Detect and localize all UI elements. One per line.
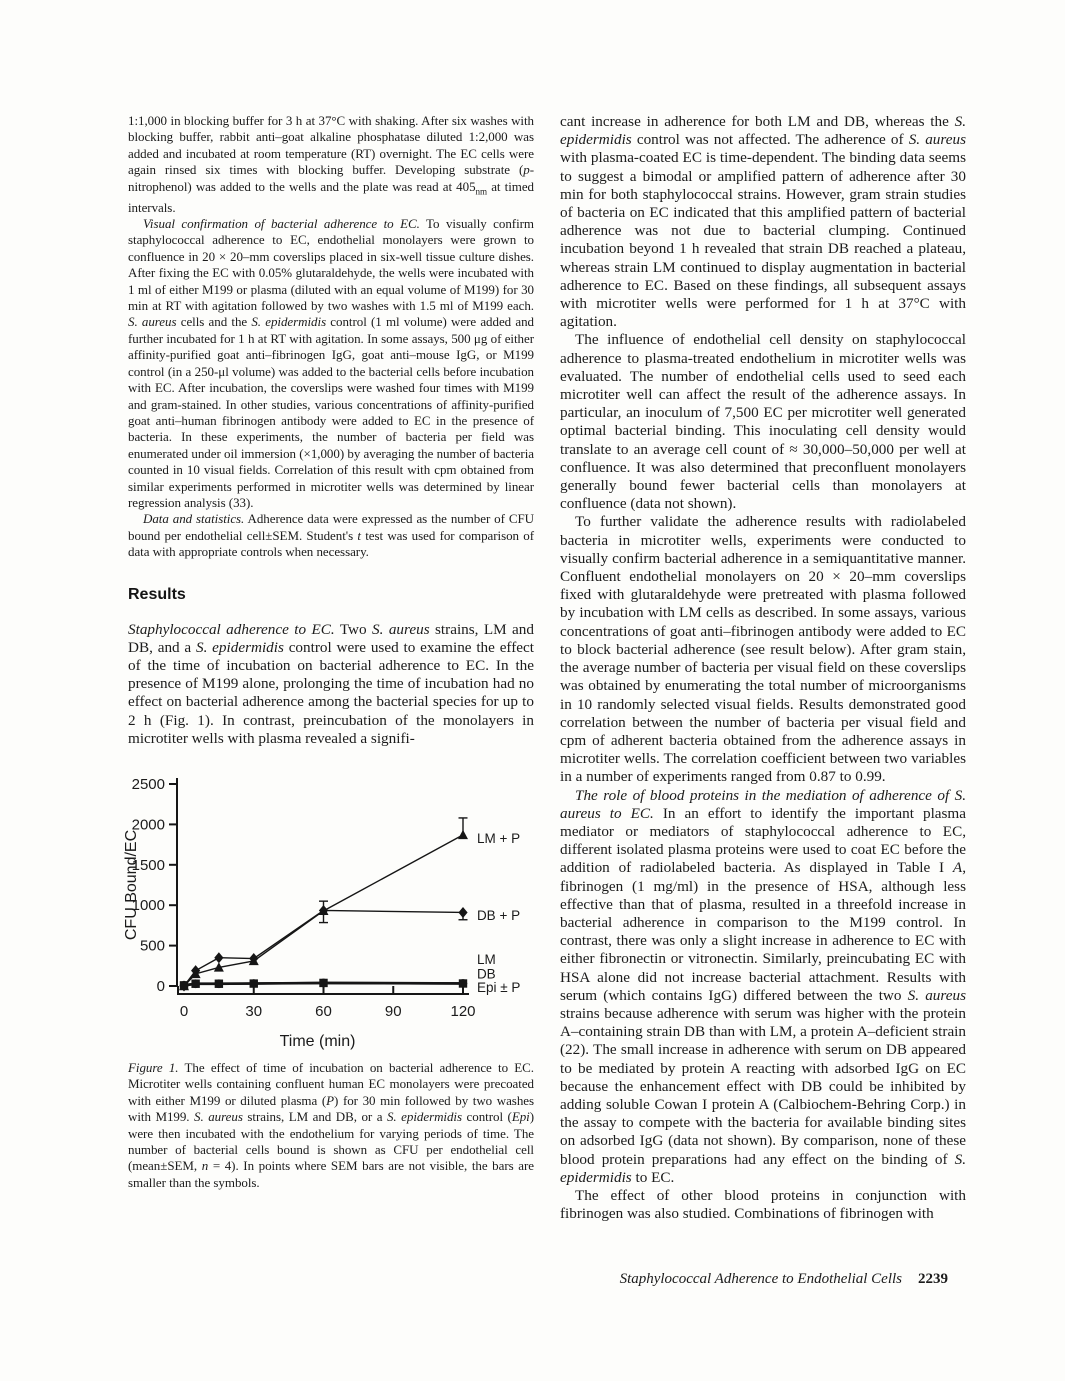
- running-title: Staphylococcal Adherence to Endothelial Cells: [619, 1271, 902, 1287]
- text-run: Adherence data were expressed as the number of CFU bound per endothelial cell±SEM. Student's: [128, 511, 534, 543]
- figure-1-chart: [120, 764, 556, 1056]
- y-tick-label: 2500: [131, 775, 165, 793]
- x-axis-title: Time (min): [279, 1032, 356, 1050]
- data-marker-square: [319, 979, 327, 987]
- left-column: [123, 113, 535, 1223]
- text-run: at timed intervals.: [128, 178, 534, 215]
- text-run: Staphylococcal adherence to EC.: [128, 620, 335, 638]
- text-run: with plasma-coated EC is time-dependent. The binding data seems to suggest a bimodal or amplified pattern of adherence after 30 min for both staphylococcal strains. However, gram strain studies of bacteria on EC indicated that this amplified pattern of bacterial adherence was not due to bacterial clumping. Continued incubation beyond 1 h revealed that strain DB reached a plateau, whereas strain LM continued to display augmentation in bacterial adherence to EC. Based on these findings, all subsequent assays with microtiter wells were performed for 1 h at 37°C with agitation.: [560, 149, 966, 331]
- paragraph: [128, 216, 534, 511]
- text-run: strains, LM and DB, or a: [242, 1109, 387, 1125]
- text-run: S. aureus: [907, 986, 966, 1004]
- y-tick-label: 0: [156, 977, 165, 995]
- data-marker-square: [180, 981, 188, 989]
- results-heading: Results: [128, 585, 186, 603]
- data-marker-diamond: [458, 907, 467, 918]
- y-tick-label: 1000: [131, 897, 165, 915]
- x-tick-label: 90: [384, 1002, 402, 1020]
- paragraph: [560, 787, 966, 1187]
- text-run: = 4). In points where SEM bars are not visible, the bars are smaller than the symbols.: [128, 1158, 534, 1190]
- text-run: The effect of time of incubation on bacterial adherence to EC. Microtiter wells containing confluent human EC monolayers were precoated with either M199 or diluted plasma (: [128, 1059, 534, 1108]
- text-run: strains, LM and DB, and a: [128, 620, 534, 656]
- text-run: S. epidermidis: [560, 113, 966, 149]
- x-tick-label: 30: [245, 1002, 263, 1020]
- paragraph: [128, 1060, 534, 1191]
- text-run: S. aureus: [372, 620, 430, 638]
- text-run: , fibrinogen (1 mg/ml) in the presence of HSA, although less effective than that of plasma, resulted in a threefold increase in bacterial adherence in comparison to the M199 control. In contrast, there was only a slight increase in adherence to EC with either fibronectin or vitronectin. Similarly, preincubating EC with HSA alone did not increase bacterial attachment. Results with serum (which contains IgG) differed between the two: [560, 859, 966, 1004]
- text-run: to EC.: [631, 1168, 675, 1186]
- text-run: The influence of endothelial cell density on staphylococcal adherence to plasma-treated endothelium in microtiter wells was evaluated. The number of endothelial cells used to seed each microtiter well can affect the result of the adherence assays. In particular, an inoculum of 7,500 EC per microtiter well generated optimal bacterial binding. This inoculating cell density would translate to an average cell count of ≈ 30,000–50,000 per well at confluence. It was also determined that preconfluent monolayers generally bound fewer bacterial cells than monolayers at confluence (data not shown).: [560, 331, 966, 513]
- text-run: To further validate the adherence results with radiolabeled bacteria in microtiter wells, experiments were conducted to visually confirm bacterial adherence in a semiquantitative manner. Confluent endothelial monolayers on 20 × 20–mm coverslips fixed with glutaraldehyde were pretreated with plasma followed by incubation with LM cells as described. In some assays, various concentrations of goat anti–fibrinogen antibody were added to EC to block bacterial adherence (see result below). After gram stain, the average number of bacteria per visual field on these coverslips was obtained by enumerating the total number of microorganisms in 10 randomly selected visual fields. Results demonstrated good correlation between the number of bacteria per visual field and cpm of adherent bacteria obtained from the adherence assays in microtiter wells. The correlation coefficient between two variables in a number of experiments ranged from 0.87 to 0.99.: [560, 513, 966, 786]
- right-column: [560, 113, 966, 1223]
- y-tick-label: 2000: [131, 816, 165, 834]
- text-run: S. epidermidis: [560, 1150, 966, 1186]
- text-run: The effect of other blood proteins in conjunction with fibrinogen was also studied. Combinations of fibrinogen with: [560, 1186, 966, 1223]
- series-label: LM + P: [476, 831, 521, 847]
- text-run: p: [523, 162, 530, 178]
- text-run: Two: [334, 620, 373, 638]
- data-marker-square: [459, 979, 467, 987]
- series-label: DB + P: [476, 907, 521, 923]
- paragraph: [560, 1187, 966, 1223]
- text-run: n: [201, 1158, 209, 1174]
- text-run: The role of blood proteins in the mediation of adherence of S. aureus to EC.: [560, 786, 966, 822]
- paragraph: [560, 513, 966, 786]
- two-column-text-block: [123, 113, 966, 1223]
- text-run: cells and the: [176, 314, 252, 330]
- paragraph: [128, 621, 534, 748]
- page-footer: [560, 1271, 966, 1288]
- page-number: 2239: [918, 1271, 948, 1287]
- text-run: S. epidermidis: [195, 638, 284, 656]
- paragraph: [128, 511, 534, 560]
- y-tick-label: 1500: [131, 856, 165, 874]
- paragraph: [128, 113, 534, 216]
- text-run: Data and statistics.: [143, 511, 245, 527]
- text-run: nm: [475, 186, 488, 197]
- data-marker-square: [250, 979, 258, 987]
- data-marker-square: [215, 980, 223, 988]
- text-run: t: [357, 527, 361, 543]
- text-run: test was used for comparison of data with appropriate controls when necessary.: [128, 527, 535, 560]
- text-run: S. aureus: [128, 314, 177, 330]
- y-axis-title: CFU Bound/EC: [123, 829, 140, 941]
- text-run: ) were then incubated with the endothelium for varying periods of time. The number of bacterial cells bound is shown as CFU per endothelial cell (mean±SEM,: [128, 1109, 535, 1174]
- figure-1-caption: [128, 1060, 534, 1191]
- y-tick-label: 500: [139, 937, 165, 955]
- x-tick-label: 60: [315, 1002, 332, 1020]
- results-text: [128, 621, 534, 748]
- text-run: Visual confirmation of bacterial adherence to EC.: [143, 216, 420, 232]
- text-run: -nitrophenol) was added to the wells and the plate was read at 405: [128, 162, 534, 194]
- data-marker-square: [191, 980, 199, 988]
- series-label: LM: [476, 951, 496, 967]
- figure-1-plot: [120, 764, 556, 1056]
- paragraph: [560, 331, 966, 513]
- text-run: S. aureus: [908, 131, 966, 149]
- text-run: 1:1,000 in blocking buffer for 3 h at 37°C with shaking. After six washes with blocking buffer, rabbit anti–goat alkaline phosphatase diluted 1:2,000 was added and incubated at room temperature (RT) overnight. The EC cells were again rinsed six times with blocking buffer. Developing substrate (: [128, 113, 534, 178]
- x-tick-label: 120: [450, 1002, 476, 1020]
- text-run: S. epidermidis: [251, 314, 327, 330]
- series-label: DB: [476, 966, 496, 982]
- text-run: Figure 1.: [128, 1059, 179, 1075]
- methods-text: [128, 113, 534, 561]
- series-label: Epi ± P: [476, 980, 521, 996]
- text-run: Epi: [511, 1109, 530, 1125]
- text-run: P: [326, 1092, 335, 1108]
- text-run: control were used to examine the effect of the time of incubation on bacterial adherence to EC. In the presence of M199 alone, prolonging the time of incubation had no effect on bacterial adherence among the bacterial species for up to 2 h (Fig. 1). In contrast, preincubation of the monolayers in microtiter wells with plasma revealed a signifi-: [128, 638, 534, 747]
- x-tick-label: 0: [179, 1002, 189, 1020]
- text-run: A: [952, 859, 963, 877]
- text-run: control (1 ml volume) were added and further incubated for 1 h at RT with agitation. In some assays, 500 μg of either affinity-purified goat anti–fibrinogen IgG, goat anti–mouse IgG, or M199 control (in a 250-μl volume) was added to the bacterial cells before incubation with EC. After incubation, the coverslips were washed four times with M199 and gram-stained. In other studies, various concentrations of affinity-purified goat anti–human fibrinogen antibody were added to EC in the presence of bacteria. In these experiments, the number of bacteria per field was enumerated under oil immersion (×1,000) by averaging the number of bacteria counted in 10 visual fields. Correlation of this result with cpm obtained from similar experiments performed in microtiter wells was determined by linear regression analysis (33).: [128, 314, 534, 510]
- text-run: control was not affected. The adherence of: [631, 131, 909, 149]
- text-run: control (: [462, 1109, 512, 1125]
- paragraph: [560, 113, 966, 331]
- text-run: S. epidermidis: [386, 1109, 462, 1125]
- text-run: cant increase in adherence for both LM and DB, whereas the: [560, 113, 955, 130]
- data-marker-diamond: [214, 952, 223, 963]
- text-run: In an effort to identify the important plasma mediator or mediators of staphylococcal adherence to EC, different isolated plasma proteins were used to coat EC before the addition of radiolabeled bacteria. As displayed in Table I: [560, 804, 966, 877]
- results-text-continued: [560, 113, 966, 1223]
- text-run: ) for 30 min followed by two washes with M199.: [128, 1092, 534, 1125]
- data-marker-triangle: [458, 830, 468, 839]
- text-run: S. aureus: [194, 1109, 243, 1125]
- text-run: To visually confirm staphylococcal adherence to EC, endothelial monolayers were grown to confluence in 20 × 20–mm coverslips placed in six-well tissue culture dishes. After fixing the EC with 0.05% glutaraldehyde, the wells were incubated with 1 ml of either M199 or plasma (diluted with an equal volume of M199) for 30 min at RT with agitation followed by two washes with 1.5 ml of M199 each.: [128, 216, 534, 314]
- text-run: strains because adherence with serum was higher with the protein A–containing strain DB than with LM, a protein A–deficient strain (22). The small increase in adherence with serum on DB appeared to be mediated by protein A reacting with adsorbed IgG on EC because the enhancement effect with DB could be inhibited by adding soluble Cowan I protein A (Calbiochem-Behring Corp.) in the assay to compete with the bacteria for available binding sites on adsorbed IgG (data not shown). By comparison, none of these blood protein preparations had any effect on the binding of: [560, 1004, 966, 1168]
